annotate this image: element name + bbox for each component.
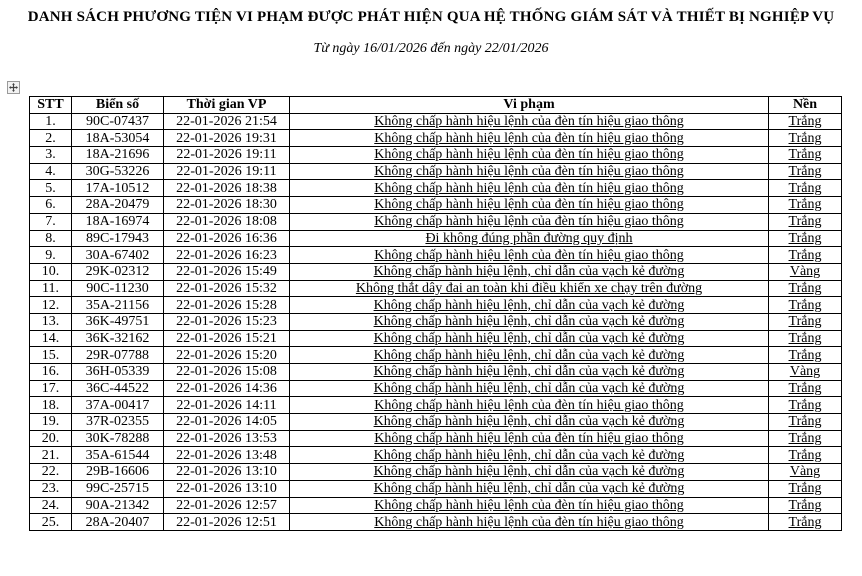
cell-thoi_gian: 22-01-2026 15:49 [164, 263, 290, 280]
table-row [30, 380, 842, 397]
cell-nen: Trắng [769, 380, 842, 397]
table-row [30, 230, 842, 247]
table-move-handle-icon[interactable] [7, 81, 20, 94]
cell-stt: 14. [30, 330, 72, 347]
cell-thoi_gian: 22-01-2026 19:11 [164, 147, 290, 164]
column-header-bien-so: Biển số [72, 97, 164, 114]
cell-stt: 22. [30, 464, 72, 481]
cell-stt: 10. [30, 263, 72, 280]
cell-vi_pham: Không chấp hành hiệu lệnh của đèn tín hiệu giao thông [290, 213, 769, 230]
cell-nen: Trắng [769, 130, 842, 147]
cell-vi_pham: Không chấp hành hiệu lệnh của đèn tín hiệu giao thông [290, 113, 769, 130]
cell-vi_pham: Không chấp hành hiệu lệnh, chỉ dẫn của vạch kẻ đường [290, 447, 769, 464]
cell-bien_so: 30G-53226 [72, 163, 164, 180]
cell-nen: Trắng [769, 347, 842, 364]
cell-thoi_gian: 22-01-2026 18:38 [164, 180, 290, 197]
cell-thoi_gian: 22-01-2026 15:08 [164, 364, 290, 381]
cell-vi_pham: Không chấp hành hiệu lệnh, chỉ dẫn của vạch kẻ đường [290, 263, 769, 280]
cell-thoi_gian: 22-01-2026 16:36 [164, 230, 290, 247]
column-header-thoi-gian: Thời gian VP [164, 97, 290, 114]
cell-vi_pham: Không chấp hành hiệu lệnh, chỉ dẫn của vạch kẻ đường [290, 330, 769, 347]
cell-bien_so: 37R-02355 [72, 414, 164, 431]
cell-stt: 5. [30, 180, 72, 197]
violations-table [29, 96, 842, 531]
cell-stt: 25. [30, 514, 72, 531]
cell-thoi_gian: 22-01-2026 14:11 [164, 397, 290, 414]
cell-nen: Trắng [769, 247, 842, 264]
table-row [30, 397, 842, 414]
cell-bien_so: 28A-20407 [72, 514, 164, 531]
table-row [30, 297, 842, 314]
cell-bien_so: 29K-02312 [72, 263, 164, 280]
cell-stt: 23. [30, 480, 72, 497]
table-row [30, 280, 842, 297]
cell-thoi_gian: 22-01-2026 14:05 [164, 414, 290, 431]
cell-thoi_gian: 22-01-2026 14:36 [164, 380, 290, 397]
cell-nen: Trắng [769, 163, 842, 180]
table-row [30, 330, 842, 347]
cell-vi_pham: Không chấp hành hiệu lệnh của đèn tín hiệu giao thông [290, 180, 769, 197]
cell-nen: Trắng [769, 497, 842, 514]
cell-vi_pham: Không chấp hành hiệu lệnh của đèn tín hiệu giao thông [290, 430, 769, 447]
table-row [30, 497, 842, 514]
cell-stt: 12. [30, 297, 72, 314]
cell-bien_so: 36C-44522 [72, 380, 164, 397]
header-row [30, 97, 842, 114]
cell-thoi_gian: 22-01-2026 18:30 [164, 197, 290, 214]
cell-stt: 1. [30, 113, 72, 130]
table-row [30, 480, 842, 497]
cell-stt: 4. [30, 163, 72, 180]
column-header-nen: Nền [769, 97, 842, 114]
cell-vi_pham: Không thắt dây đai an toàn khi điều khiển xe chạy trên đường [290, 280, 769, 297]
cell-vi_pham: Không chấp hành hiệu lệnh của đèn tín hiệu giao thông [290, 497, 769, 514]
cell-bien_so: 18A-21696 [72, 147, 164, 164]
cell-thoi_gian: 22-01-2026 16:23 [164, 247, 290, 264]
cell-stt: 3. [30, 147, 72, 164]
cell-thoi_gian: 22-01-2026 15:32 [164, 280, 290, 297]
cell-stt: 6. [30, 197, 72, 214]
cell-nen: Trắng [769, 280, 842, 297]
cell-bien_so: 30A-67402 [72, 247, 164, 264]
cell-vi_pham: Không chấp hành hiệu lệnh của đèn tín hiệu giao thông [290, 514, 769, 531]
cell-thoi_gian: 22-01-2026 15:23 [164, 313, 290, 330]
cell-nen: Trắng [769, 397, 842, 414]
cell-thoi_gian: 22-01-2026 18:08 [164, 213, 290, 230]
cell-nen: Trắng [769, 230, 842, 247]
cell-nen: Vàng [769, 364, 842, 381]
cell-stt: 7. [30, 213, 72, 230]
cell-thoi_gian: 22-01-2026 19:31 [164, 130, 290, 147]
cell-nen: Vàng [769, 464, 842, 481]
cell-stt: 11. [30, 280, 72, 297]
date-range: Từ ngày 16/01/2026 đến ngày 22/01/2026 [313, 41, 549, 56]
cell-thoi_gian: 22-01-2026 13:10 [164, 480, 290, 497]
cell-bien_so: 99C-25715 [72, 480, 164, 497]
cell-nen: Trắng [769, 213, 842, 230]
cell-stt: 24. [30, 497, 72, 514]
table-row [30, 364, 842, 381]
table-row [30, 213, 842, 230]
cell-vi_pham: Không chấp hành hiệu lệnh, chỉ dẫn của vạch kẻ đường [290, 414, 769, 431]
cell-vi_pham: Không chấp hành hiệu lệnh của đèn tín hiệu giao thông [290, 397, 769, 414]
cell-vi_pham: Đi không đúng phần đường quy định [290, 230, 769, 247]
cell-nen: Trắng [769, 430, 842, 447]
document-title: DANH SÁCH PHƯƠNG TIỆN VI PHẠM ĐƯỢC PHÁT HIỆN QUA HỆ THỐNG GIÁM SÁT VÀ THIẾT BỊ NGHIỆP VỤ [27, 9, 835, 25]
cell-thoi_gian: 22-01-2026 13:48 [164, 447, 290, 464]
cell-vi_pham: Không chấp hành hiệu lệnh, chỉ dẫn của vạch kẻ đường [290, 347, 769, 364]
cell-nen: Trắng [769, 197, 842, 214]
cell-thoi_gian: 22-01-2026 13:10 [164, 464, 290, 481]
table-row [30, 197, 842, 214]
table-row [30, 163, 842, 180]
cell-stt: 20. [30, 430, 72, 447]
cell-bien_so: 89C-17943 [72, 230, 164, 247]
table-row [30, 147, 842, 164]
cell-stt: 19. [30, 414, 72, 431]
cell-thoi_gian: 22-01-2026 19:11 [164, 163, 290, 180]
cell-nen: Trắng [769, 113, 842, 130]
cell-thoi_gian: 22-01-2026 15:28 [164, 297, 290, 314]
cell-bien_so: 90C-11230 [72, 280, 164, 297]
cell-bien_so: 90C-07437 [72, 113, 164, 130]
cell-thoi_gian: 22-01-2026 12:51 [164, 514, 290, 531]
cell-vi_pham: Không chấp hành hiệu lệnh, chỉ dẫn của vạch kẻ đường [290, 464, 769, 481]
cell-vi_pham: Không chấp hành hiệu lệnh của đèn tín hiệu giao thông [290, 197, 769, 214]
table-row [30, 247, 842, 264]
cell-bien_so: 30K-78288 [72, 430, 164, 447]
cell-thoi_gian: 22-01-2026 12:57 [164, 497, 290, 514]
cell-vi_pham: Không chấp hành hiệu lệnh của đèn tín hiệu giao thông [290, 163, 769, 180]
table-row [30, 263, 842, 280]
cell-vi_pham: Không chấp hành hiệu lệnh, chỉ dẫn của vạch kẻ đường [290, 480, 769, 497]
cell-bien_so: 28A-20479 [72, 197, 164, 214]
cell-nen: Vàng [769, 263, 842, 280]
cell-stt: 16. [30, 364, 72, 381]
cell-stt: 18. [30, 397, 72, 414]
cell-vi_pham: Không chấp hành hiệu lệnh, chỉ dẫn của vạch kẻ đường [290, 364, 769, 381]
table-row [30, 464, 842, 481]
table-row [30, 414, 842, 431]
cell-thoi_gian: 22-01-2026 15:20 [164, 347, 290, 364]
cell-thoi_gian: 22-01-2026 13:53 [164, 430, 290, 447]
cell-nen: Trắng [769, 447, 842, 464]
cell-nen: Trắng [769, 514, 842, 531]
cell-stt: 9. [30, 247, 72, 264]
cell-bien_so: 36K-32162 [72, 330, 164, 347]
column-header-stt: STT [30, 97, 72, 114]
cell-thoi_gian: 22-01-2026 21:54 [164, 113, 290, 130]
table-row [30, 180, 842, 197]
cell-vi_pham: Không chấp hành hiệu lệnh của đèn tín hiệu giao thông [290, 147, 769, 164]
table-row [30, 430, 842, 447]
table-row [30, 130, 842, 147]
cell-stt: 17. [30, 380, 72, 397]
cell-vi_pham: Không chấp hành hiệu lệnh của đèn tín hiệu giao thông [290, 130, 769, 147]
table-row [30, 347, 842, 364]
cell-bien_so: 29B-16606 [72, 464, 164, 481]
cell-bien_so: 90A-21342 [72, 497, 164, 514]
cell-bien_so: 18A-53054 [72, 130, 164, 147]
cell-bien_so: 36K-49751 [72, 313, 164, 330]
cell-bien_so: 36H-05339 [72, 364, 164, 381]
cell-nen: Trắng [769, 480, 842, 497]
cell-stt: 2. [30, 130, 72, 147]
cell-nen: Trắng [769, 180, 842, 197]
cell-bien_so: 18A-16974 [72, 213, 164, 230]
cell-bien_so: 35A-21156 [72, 297, 164, 314]
four-direction-arrows-icon [9, 83, 18, 92]
cell-thoi_gian: 22-01-2026 15:21 [164, 330, 290, 347]
cell-nen: Trắng [769, 414, 842, 431]
cell-stt: 13. [30, 313, 72, 330]
cell-nen: Trắng [769, 330, 842, 347]
cell-stt: 21. [30, 447, 72, 464]
table-row [30, 113, 842, 130]
violations-table-body [30, 113, 842, 530]
cell-vi_pham: Không chấp hành hiệu lệnh, chỉ dẫn của vạch kẻ đường [290, 297, 769, 314]
cell-stt: 8. [30, 230, 72, 247]
cell-vi_pham: Không chấp hành hiệu lệnh của đèn tín hiệu giao thông [290, 247, 769, 264]
cell-bien_so: 29R-07788 [72, 347, 164, 364]
cell-nen: Trắng [769, 297, 842, 314]
cell-nen: Trắng [769, 147, 842, 164]
table-row [30, 313, 842, 330]
cell-vi_pham: Không chấp hành hiệu lệnh, chỉ dẫn của vạch kẻ đường [290, 380, 769, 397]
column-header-vi-pham: Vi phạm [290, 97, 769, 114]
cell-bien_so: 37A-00417 [72, 397, 164, 414]
table-row [30, 514, 842, 531]
table-row [30, 447, 842, 464]
cell-bien_so: 17A-10512 [72, 180, 164, 197]
cell-stt: 15. [30, 347, 72, 364]
cell-vi_pham: Không chấp hành hiệu lệnh, chỉ dẫn của vạch kẻ đường [290, 313, 769, 330]
cell-bien_so: 35A-61544 [72, 447, 164, 464]
cell-nen: Trắng [769, 313, 842, 330]
